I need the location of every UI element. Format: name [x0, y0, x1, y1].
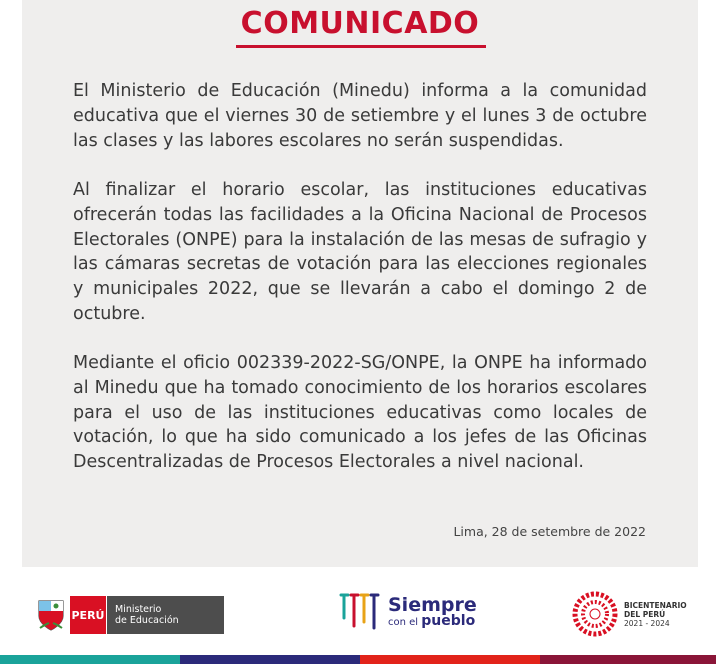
paragraph-2: Al finalizar el horario escolar, las instituciones educativas ofrecerán todas las facilidades a la Oficina Nacional de Procesos Electorales (ONPE) para la instalación de las mesas de sufragio y las cámaras secretas de votación para las elecciones regionales y municipales 2022, que se llevarán a cabo el domingo 2 de octubre.	[73, 180, 647, 324]
bicentenario-emblem-icon	[572, 591, 618, 637]
ministry-line-1: Ministerio	[115, 604, 162, 615]
minedu-logo	[36, 596, 224, 634]
people-figures-icon	[338, 592, 382, 632]
page-title: COMUNICADO	[240, 6, 480, 41]
bicentenario-line-2: DEL PERÚ	[624, 609, 666, 619]
ministry-line-2: de Educación	[115, 615, 179, 626]
paragraph-1: El Ministerio de Educación (Minedu) informa a la comunidad educativa que el viernes 30 de setiembre y el lunes 3 de octubre las clases y las labores escolares no serán suspendidas.	[73, 81, 647, 151]
con-el-word: con el	[388, 617, 419, 628]
title-underline	[236, 45, 486, 48]
coat-of-arms-icon	[36, 598, 66, 632]
bicentenario-logo	[572, 591, 687, 637]
bar-segment-maroon	[540, 655, 716, 664]
pueblo-word: pueblo	[421, 613, 476, 629]
ministry-label	[106, 596, 224, 634]
date-line: Lima, 28 de setembre de 2022	[453, 524, 646, 539]
bar-segment-navy	[180, 655, 360, 664]
con-el-pueblo	[388, 615, 477, 629]
bicentenario-text	[624, 601, 687, 628]
siempre-con-el-pueblo-logo	[338, 590, 477, 634]
bicentenario-line-1: BICENTENARIO	[624, 600, 687, 610]
bar-segment-red	[360, 655, 540, 664]
paragraph-3: Mediante el oficio 002339-2022-SG/ONPE, la ONPE ha informado al Minedu que ha tomado conocimiento de los horarios escolares para el uso de las instituciones educativas como locales de votación, lo que ha sido comunicado a los jefes de las Oficinas Descentralizadas de Procesos Electorales a nivel nacional.	[73, 353, 647, 473]
bicentenario-years: 2021 - 2024	[624, 618, 670, 628]
siempre-word: Siempre	[388, 594, 477, 616]
bar-segment-teal	[0, 655, 180, 664]
communique-card	[22, 0, 698, 567]
bottom-color-bar	[0, 655, 716, 664]
peru-label: PERÚ	[70, 596, 106, 634]
siempre-text	[388, 595, 477, 629]
